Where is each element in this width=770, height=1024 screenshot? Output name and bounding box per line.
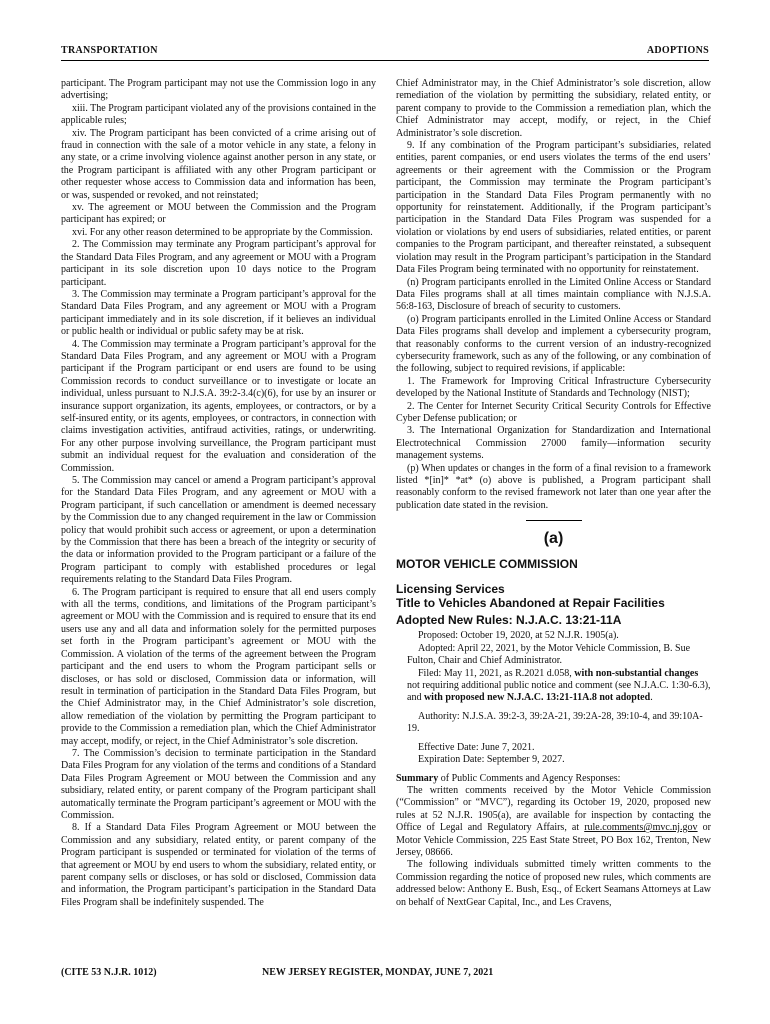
paragraph: 3. The Commission may terminate a Program participant’s approval for the Standard Data Files Program, and any agreement or MOU with a Program participant immediately and in its sole discretion, if it believes an individual or public health or individual or public safety may be at risk.	[61, 288, 376, 338]
adopted-rules-title: Adopted New Rules: N.J.A.C. 13:21-11A	[396, 613, 622, 628]
subheading-title: Title to Vehicles Abandoned at Repair Facilities	[396, 596, 665, 611]
paragraph: (n) Program participants enrolled in the Limited Online Access or Standard Data Files programs shall at all times maintain compliance with N.J.S.A. 56:8-163, Disclosure of breach of security to customers.	[396, 276, 711, 313]
email-link[interactable]: rule.comments@mvc.nj.gov	[584, 822, 698, 834]
paragraph: 7. The Commission’s decision to terminate participation in the Standard Data Files Program for any violation of the terms and conditions of a Standard Data Files Program Agreement or MOU between the Commission and any subsidiary, related entity, or parent company of the Program participant shall automatically terminate the Program participant’s agreement or MOU with the Commission.	[61, 747, 376, 821]
section-separator	[526, 520, 582, 521]
paragraph: 2. The Commission may terminate any Program participant’s approval for the Standard Data Files Program, and any agreement or MOU with a Program participant in its sole discretion upon 10 days notice to the Program participant.	[61, 239, 376, 288]
authority-line: Authority: N.J.S.A. 39:2-3, 39:2A-21, 39:2A-28, 39:10-4, and 39:10A-19.	[407, 710, 703, 735]
paragraph: xiv. The Program participant has been convicted of a crime arising out of fraud in connection with the sale of a motor vehicle in any state, a felony in any state, or a crime involving violence against another person in any state, or the Program participant is affiliated with any other Program participant or other requester whose access to Commission data and information has been, or was, suspended or revoked, and not reinstated;	[61, 127, 376, 201]
paragraph: Chief Administrator may, in the Chief Administrator’s sole discretion, allow remediation of the violation by permitting the subsidiary, related entity, or parent company to provide to the Commission a remediation plan, which the Chief Administrator may accept, modify, or reject, in the Chief Administrator’s sole discretion.	[396, 78, 711, 139]
running-header-category: ADOPTIONS	[646, 45, 709, 56]
summary-paragraph-2: The following individuals submitted timely written comments to the Commission regarding the notice of proposed new rules, which comments are addressed below: Anthony E. Bush, Esq., of Eckert Seamans Attorneys at Law on behalf of NextGear Capital, Inc., and Les Cravens,	[396, 859, 711, 908]
paragraph: 3. The International Organization for Standardization and International Electrotechnical Commission 27000 family—information security management systems.	[396, 425, 711, 462]
paragraph: xv. The agreement or MOU between the Commission and the Program participant has expired; or	[61, 202, 376, 226]
subheading-licensing: Licensing Services	[396, 582, 505, 597]
paragraph: 9. If any combination of the Program participant’s subsidiaries, related entities, parent companies, or end users violates the terms of the end users’ agreements or their agreement with the Commission or the Program participant, the Commission may terminate the Program participant’s participation in the Standard Data Files Program permanently with no opportunity for reinstatement. Additionally, if the Program participant’s participation in the Standard Data Files Program was suspended for a violation or violations by end users of subsidiaries, related entities, or parent companies to the Program participant, and thereafter reinstated, a subsequent violation may result in the Program participant’s participation in the Standard Data Files Program being terminated with no opportunity for reinstatement.	[396, 140, 711, 276]
paragraph: 5. The Commission may cancel or amend a Program participant’s approval for the Standard Data Files Program, and any agreement or MOU with a Program participant, if such cancellation or amendment is deemed necessary by the Commission due to any changed requirement in the law or Commission policy that would prohibit such access or agreement, or upon a determination by the Commission that there has been a breach of the integrity or security of the data or information provided to the Program participant or a failure of the Program participant to comply with established procedures or legal requirements relating to the Standard Data Files Program.	[61, 475, 376, 586]
paragraph: (o) Program participants enrolled in the Limited Online Access or Standard Data Files programs shall develop and implement a cybersecurity program, that reasonably conforms to the current version of an industry-recognized cybersecurity framework, such as any of the following, or any combination of the following, subject to required revisions, if applicable:	[396, 313, 711, 375]
summary-paragraph-1	[396, 785, 711, 859]
proposed-line: Proposed: October 19, 2020, at 52 N.J.R. 1905(a).	[418, 630, 619, 642]
adopted-line: Adopted: April 22, 2021, by the Motor Vehicle Commission, B. Sue Fulton, Chair and Chief Administrator.	[407, 642, 691, 667]
effective-date: Effective Date: June 7, 2021.	[418, 741, 535, 753]
agency-heading: MOTOR VEHICLE COMMISSION	[396, 556, 578, 571]
left-column	[61, 78, 376, 909]
section-letter: (a)	[543, 530, 564, 548]
filed-bold-changes: with non-substantial changes	[574, 667, 699, 679]
summary-text: or Motor Vehicle Commission, 225 East State Street, PO Box 162, Trenton, New Jersey, 08666.	[396, 822, 711, 858]
filed-bold-not-adopted: with proposed new N.J.A.C. 13:21-11A.8 not adopted	[423, 692, 651, 704]
paragraph: (p) When updates or changes in the form of a final revision to a framework listed *[in]* *at* (o) above is published, a Program participant shall reasonably conform to the revised framework not later than one year after the publication date stated in the revision.	[396, 462, 711, 511]
filed-middle: not requiring additional public notice and comment (see N.J.A.C. 1:30-6.3), and	[407, 680, 711, 704]
summary-heading	[396, 773, 711, 785]
summary-heading-rest: of Public Comments and Agency Responses:	[438, 772, 621, 784]
running-header-section: TRANSPORTATION	[61, 45, 158, 56]
paragraph: 4. The Commission may terminate a Program participant’s approval for the Standard Data Files Program, and any agreement or MOU with a Program participant if the Program participant or end users are found to be using Commission records to conduct surveillance or to investigate or locate an individual, unless pursuant to N.J.S.A. 39:2-3.4(c)(6), for use by an insurer or insurance support organization, its agents, employees, or contractors, or by a self-insured entity, or its agents, employees, or contractors, in connection with claims investigation activities, antifraud activities, ratings, or underwriting. For any other purpose involving surveillance, the Program participant must submit an individual request for the evaluation and consideration of the Commission.	[61, 338, 376, 474]
filed-prefix: Filed: May 11, 2021, as R.2021 d.058,	[418, 667, 575, 679]
paragraph: xiii. The Program participant violated any of the provisions contained in the applicable rules;	[61, 102, 376, 127]
paragraph: 6. The Program participant is required to ensure that all end users comply with all the terms, conditions, and limitations of the Program participant’s agreement or MOU with the Commission and is required to ensure that its end users use any and all data and information solely for the permitted purposes set forth in the Program participant’s agreement or MOU with the Commission. A violation of the terms of the agreement between the Program participant and the end users to whom the Program participant sells or discloses, or has sold or disclosed, Commission data or information, will result in termination of participation in the Standard Data Files Program, but the Chief Administrator may, in the Chief Administrator’s sole discretion, allow remediation of the violation by permitting the Program participant to provide to the Commission a remediation plan, which the Chief Administrator may accept, modify, or reject, in the Chief Administrator’s sole discretion.	[61, 586, 376, 747]
paragraph: participant. The Program participant may not use the Commission logo in any advertising;	[61, 78, 376, 102]
paragraph: 8. If a Standard Data Files Program Agreement or MOU between the Commission and any subsidiary, related entity, or parent company of the Program participant is suspended or terminated for violation of the terms of that agreement or MOU by end users to whom the subsidiary, related entity, or parent company sells or discloses, or has sold or disclosed, Commission data and information, the Program participant’s participation in the Standard Data Files Program shall be indefinitely suspended. The	[61, 822, 376, 908]
paragraph: 1. The Framework for Improving Critical Infrastructure Cybersecurity developed by the National Institute of Standards and Technology (NIST);	[396, 375, 711, 400]
footer-citation: (CITE 53 N.J.R. 1012)	[61, 967, 157, 978]
expiration-date: Expiration Date: September 9, 2027.	[418, 754, 565, 766]
summary-text: The written comments received by the Motor Vehicle Commission (“Commission” or “MVC”), regarding its October 19, 2020, proposed new rules at 52 N.J.R. 1905(a), are available for inspection by contacting the Office of Legal and Regulatory Affairs, at	[396, 784, 711, 834]
right-column	[396, 78, 711, 909]
summary-label: Summary	[396, 772, 439, 784]
footer-register: NEW JERSEY REGISTER, MONDAY, JUNE 7, 2021	[262, 967, 494, 978]
filed-line	[396, 668, 711, 705]
header-rule	[61, 60, 709, 61]
filed-suffix: .	[650, 692, 653, 704]
paragraph: xvi. For any other reason determined to be appropriate by the Commission.	[72, 226, 373, 238]
paragraph: 2. The Center for Internet Security Critical Security Controls for Effective Cyber Defense publication; or	[396, 400, 711, 424]
